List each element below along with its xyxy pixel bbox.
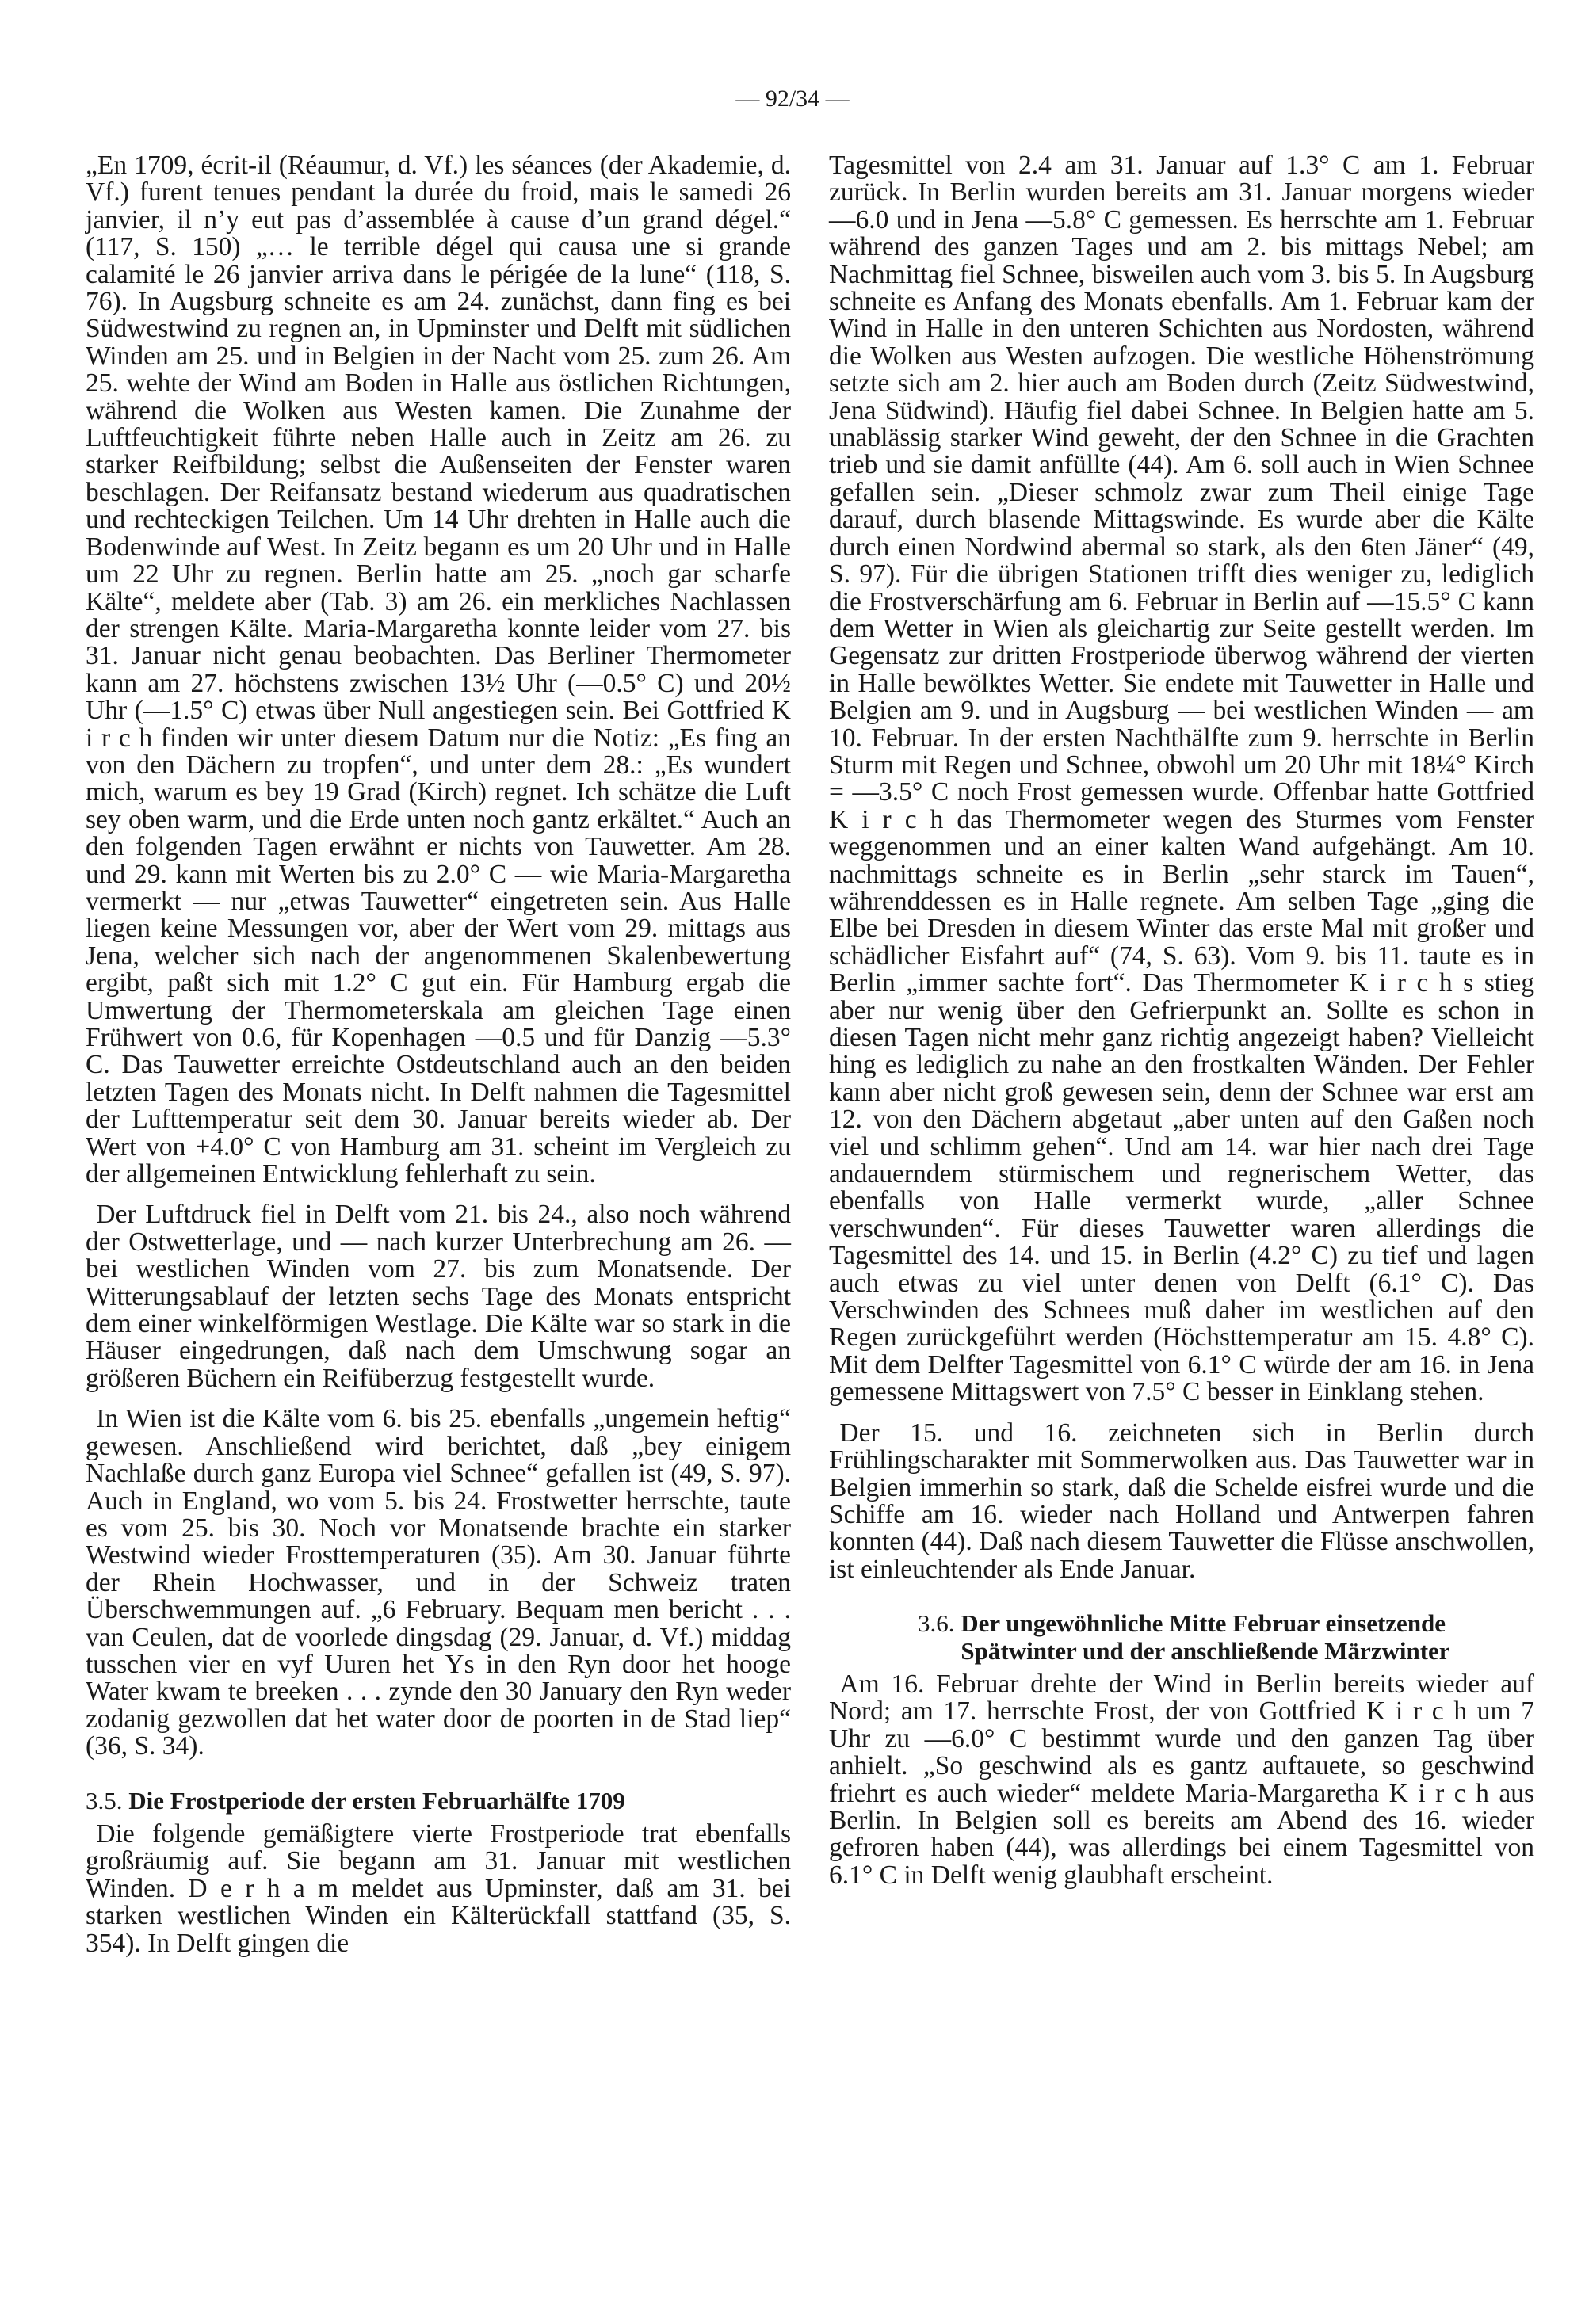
paragraph: In Wien ist die Kälte vom 6. bis 25. ebenfalls „ungemein heftig“ gewesen. Anschließend wird berichtet, daß „bey einigem Nachlaße durch ganz Europa viel Schnee“ gefallen ist (49, S. 97). Auch in England, wo vom 5. bis 24. Frostwetter herrschte, taute es vom 25. bis 30. Noch vor Monatsende brachte ein starker Westwind wieder Frosttemperaturen (35). Am 30. Januar führte der Rhein Hochwasser, und in der Schweiz traten Überschwemmungen auf. „6 February. Bequam men bericht . . . van Ceulen, dat de voorlede dingsdag (29. Januar, d. Vf.) middag tusschen vier en vyf Uuren het Ys in den Ryn door het hooge Water kwam te breeken . . . zynde den 30 January den Ryn weder zodanig gezwollen dat het water door de poorten in de Stad liep“ (36, S. 34). — [86, 1404, 791, 1761]
paragraph: Tagesmittel von 2.4 am 31. Januar auf 1.3° C am 1. Februar zurück. In Berlin wurden bereits am 31. Januar morgens wieder —6.0 und in Jena —5.8° C gemessen. Es herrschte am 1. Februar während des ganzen Tages und am 2. bis mittags Nebel; am Nachmittag fiel Schnee, bisweilen auch vom 3. bis 5. In Augsburg schneite es Anfang des Monats ebenfalls. Am 1. Februar kam der Wind in Halle in den unteren Schichten aus Nordosten, während die Wolken aus Westen aufzogen. Die westliche Höhenströmung setzte sich am 2. hier auch am Boden durch (Zeitz Südwestwind, Jena Südwind). Häufig fiel dabei Schnee. In Belgien hatte am 5. unablässig starker Wind geweht, der den Schnee in die Grachten trieb und sie damit anfüllte (44). Am 6. soll auch in Wien Schnee gefallen sein. „Dieser schmolz zwar zum Theil einige Tage darauf, durch blasende Mittagswinde. Es wurde aber die Kälte durch einen Nordwind abermal so stark, als den 6ten Jäner“ (49, S. 97). Für die übrigen Stationen trifft dies weniger zu, lediglich die Frostverschärfung am 6. Februar in Berlin auf —15.5° C kann dem Wetter in Wien als gleichartig zur Seite gestellt werden. Im Gegensatz zur dritten Frostperiode überwog während der vierten in Halle bewölktes Wetter. Sie endete mit Tauwetter in Halle und Belgien am 9. und in Augsburg — bei westlichen Winden — am 10. Februar. In der ersten Nachthälfte zum 9. herrschte in Berlin Sturm mit Regen und Schnee, obwohl um 20 Uhr mit 18¼° Kirch = —3.5° C noch Frost gemessen wurde. Offenbar hatte Gottfried K i r c h das Thermometer wegen des Sturmes vom Fenster weggenommen und an einer kalten Wand aufgehängt. Am 10. nachmittags schneite es in Berlin „sehr starck im Tauen“, währenddessen es in Halle regnete. Am selben Tage „ging die Elbe bei Dresden in diesem Winter das erste Mal mit großer und schädlicher Eisfahrt auf“ (74, S. 63). Vom 9. bis 11. taute es in Berlin „immer sachte fort“. Das Thermometer K i r c h s stieg aber nur wenig über den Gefrierpunkt an. Sollte es schon in diesen Tagen nicht mehr ganz richtig angezeigt haben? Vielleicht hing es lediglich zu nahe an den frostkalten Wänden. Der Fehler kann aber nicht groß gewesen sein, denn der Schnee war erst am 12. von den Dächern abgetaut „aber unten auf den Gaßen noch viel und schlimm gehen“. Und am 14. war hier nach drei Tage andauerndem stürmischem und regnerischem Wetter, das ebenfalls von Halle vermerkt wurde, „aller Schnee verschwunden“. Für dieses Tauwetter waren allerdings die Tagesmittel des 14. und 15. in Berlin (4.2° C) zu tief und lagen auch etwas zu viel unter denen von Delft (6.1° C). Das Verschwinden des Schnees muß daher im westlichen auf den Regen zurückgeführt werden (Höchsttemperatur am 15. 4.8° C). Mit dem Delfter Tagesmittel von 6.1° C würde der am 16. in Jena gemessene Mittagswert von 7.5° C besser in Einklang stehen. — [829, 151, 1534, 1407]
paragraph: „En 1709, écrit-il (Réaumur, d. Vf.) les séances (der Akademie, d. Vf.) furent tenues pendant la durée du froid, mais le samedi 26 janvier, il n’y eut pas d’assemblée à cause d’un grand dégel.“ (117, S. 150) „… le terrible dégel qui causa une si grande calamité le 26 janvier arriva dans le périgée de la lune“ (118, S. 76). In Augsburg schneite es am 24. zunächst, dann fing es bei Südwestwind zu regnen an, in Upminster und Delft mit südlichen Winden am 25. und in Belgien in der Nacht vom 25. zum 26. Am 25. wehte der Wind am Boden in Halle aus östlichen Richtungen, während die Wolken aus Westen kamen. Die Zunahme der Luftfeuchtigkeit führte neben Halle auch in Zeitz am 26. zu starker Reifbildung; selbst die Außenseiten der Fenster waren beschlagen. Der Reifansatz bestand wiederum aus quadratischen und rechteckigen Teilchen. Um 14 Uhr drehten in Halle auch die Bodenwinde auf West. In Zeitz begann es um 20 Uhr und in Halle um 22 Uhr zu regnen. Berlin hatte am 25. „noch gar scharfe Kälte“, meldete aber (Tab. 3) am 26. ein merkliches Nachlassen der strengen Kälte. Maria-Margaretha konnte leider vom 27. bis 31. Januar nicht genau beobachten. Das Berliner Thermometer kann am 27. höchstens zwischen 13½ Uhr (—0.5° C) und 20½ Uhr (—1.5° C) etwas über Null angestiegen sein. Bei Gottfried K i r c h finden wir unter diesem Datum nur die Notiz: „Es fing an von den Dächern zu tropfen“, und unter dem 28.: „Es wundert mich, warum es bey 19 Grad (Kirch) regnet. Ich schätze die Luft sey oben warm, und die Erde unten noch gantz erkältet.“ Auch an den folgenden Tagen erwähnt er nichts von Tauwetter. Am 28. und 29. kann mit Werten bis zu 2.0° C — wie Maria-Margaretha vermerkt — nur „etwas Tauwetter“ eingetreten sein. Aus Halle liegen keine Messungen vor, aber der Wert vom 29. mittags aus Jena, welcher sich nach der angenommenen Skalenbewertung ergibt, paßt sich mit 1.2° C gut ein. Für Hamburg ergab die Umwertung der Thermometerskala am gleichen Tage einen Frühwert von 0.6, für Kopenhagen —0.5 und für Danzig —5.3° C. Das Tauwetter erreichte Ostdeutschland auch an den beiden letzten Tagen des Monats nicht. In Delft nahmen die Tagesmittel der Lufttemperatur seit dem 30. Januar bereits wieder ab. Der Wert von +4.0° C von Hamburg am 31. scheint im Vergleich zu der allgemeinen Entwicklung fehlerhaft zu sein. — [86, 151, 791, 1189]
section-title: Die Frostperiode der ersten Februarhälfte 1709 — [128, 1786, 625, 1815]
paragraph: Der Luftdruck fiel in Delft vom 21. bis 24., also noch während der Ostwetterlage, und — nach kurzer Unterbrechung am 26. — bei westlichen Winden vom 27. bis zum Monatsende. Der Witterungsablauf der letzten sechs Tage des Monats entspricht dem einer winkelförmigen Westlage. Die Kälte war so stark in die Häuser eingedrungen, daß nach dem Umschwung sogar an größeren Büchern ein Reifüberzug festgestellt wurde. — [86, 1200, 791, 1393]
left-column — [86, 152, 791, 1971]
section-number: 3.5. — [86, 1786, 123, 1815]
section-title-line-1: Der ungewöhnliche Mitte Februar einsetzende — [961, 1609, 1446, 1638]
paragraph: Am 16. Februar drehte der Wind in Berlin bereits wieder auf Nord; am 17. herrschte Frost, der von Gottfried K i r c h um 7 Uhr zu —6.0° C bestimmt wurde und den ganzen Tag über anhielt. „So geschwind als es gantz auftauete, so geschwind friehrt es auch wieder“ meldete Maria-Margaretha K i r c h aus Berlin. In Belgien soll es bereits am Abend des 16. wieder gefroren haben (44), was allerdings bei einem Tagesmittel von 6.1° C in Delft wenig glaubhaft erscheint. — [829, 1669, 1534, 1890]
section-heading-3-5 — [86, 1788, 791, 1815]
page-number: — 92/34 — — [735, 86, 850, 112]
paragraph: Der 15. und 16. zeichneten sich in Berlin durch Frühlingscharakter mit Sommerwolken aus. Das Tauwetter war in Belgien immerhin so stark, daß die Schelde eisfrei wurde und die Schiffe am 16. wieder nach Holland und Antwerpen fahren konnten (44). Daß nach diesem Tauwetter die Flüsse anschwollen, ist einleuchtender als Ende Januar. — [829, 1418, 1534, 1584]
right-column — [829, 152, 1534, 1902]
section-number: 3.6. — [917, 1609, 955, 1638]
section-heading-3-6 — [829, 1610, 1534, 1665]
paragraph: Die folgende gemäßigtere vierte Frostperiode trat ebenfalls großräumig auf. Sie begann am 31. Januar mit westlichen Winden. D e r h a m meldet aus Upminster, daß am 31. bei starken westlichen Winden ein Kälterückfall stattfand (35, S. 354). In Delft gingen die — [86, 1818, 791, 1958]
section-title-line-2: Spätwinter und der anschließende Märzwinter — [961, 1636, 1450, 1665]
